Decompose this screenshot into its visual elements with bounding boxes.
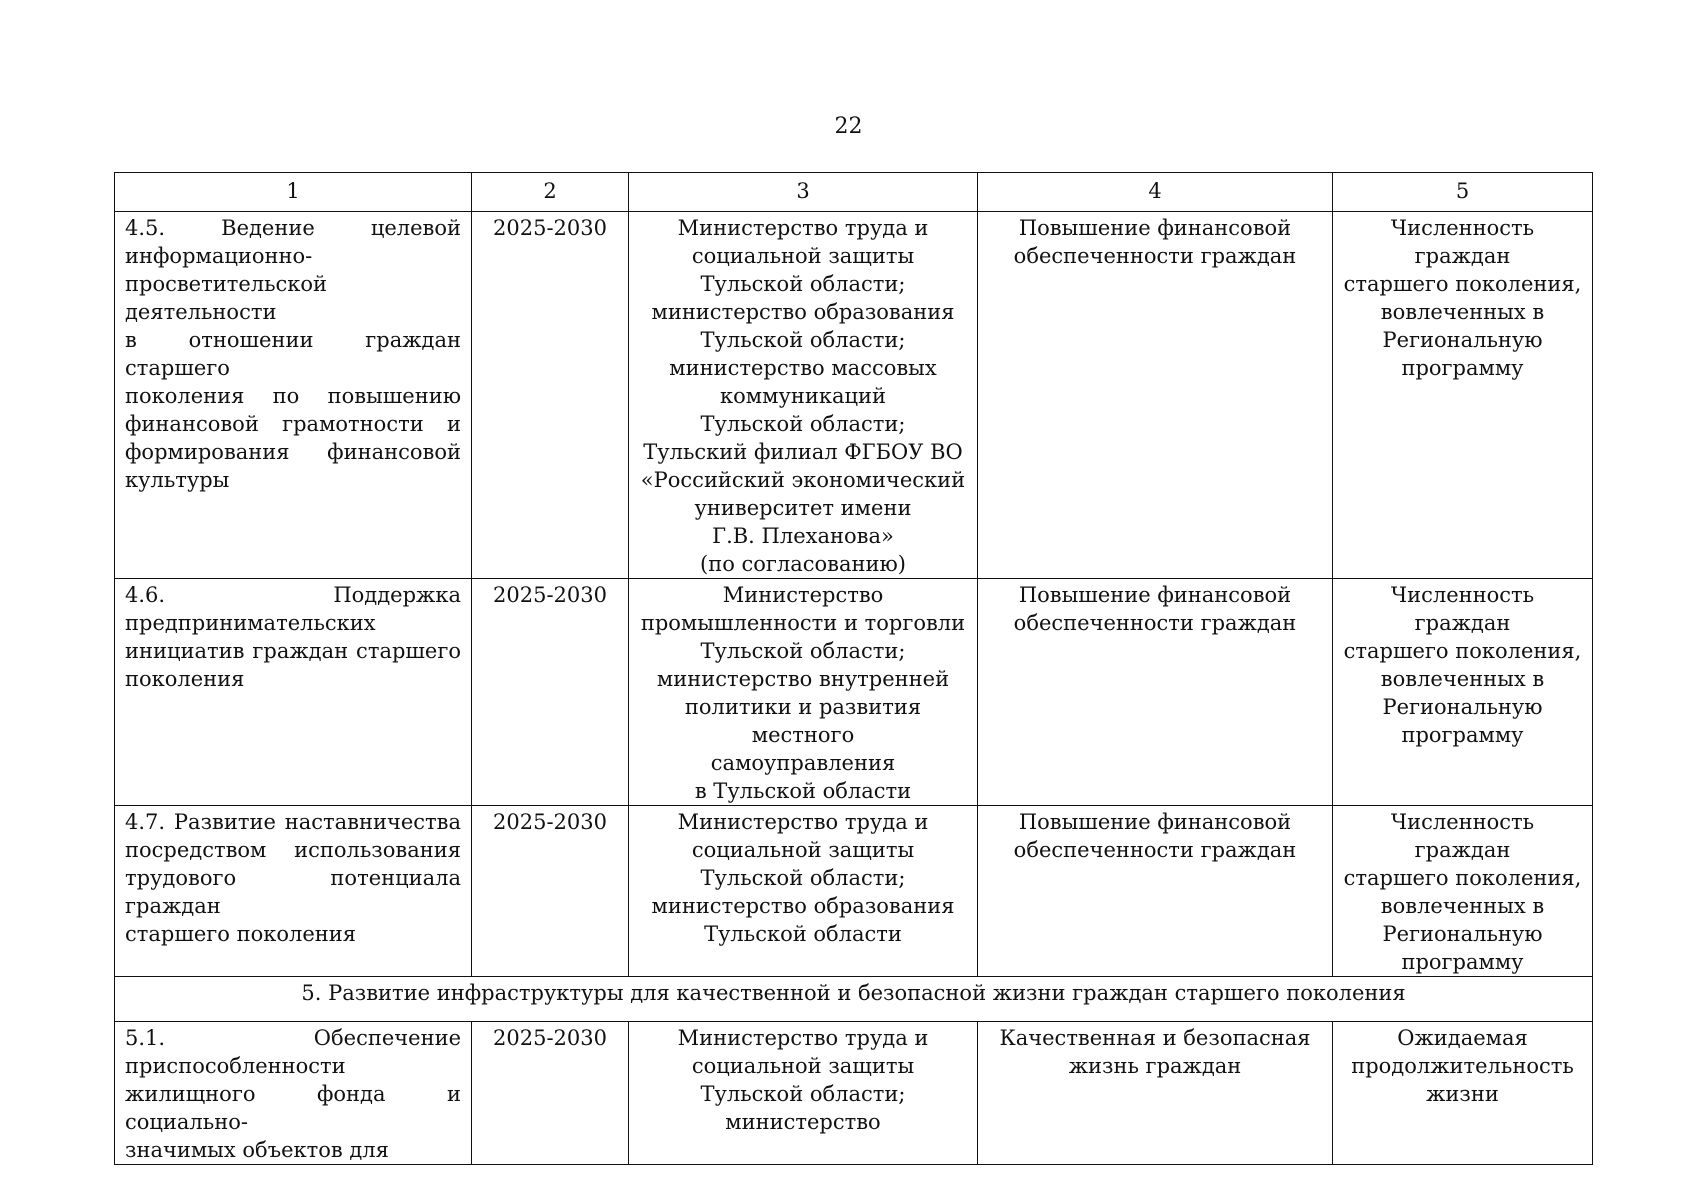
- measure-cell: [115, 1022, 472, 1165]
- executor-cell-line: министерство: [725, 1110, 881, 1134]
- measure-cell-line: информационно-: [125, 244, 313, 268]
- indicator-cell-line: программу: [1401, 950, 1524, 974]
- table-row: [115, 212, 1593, 579]
- table-row: [115, 579, 1593, 806]
- executor-cell-line: Тульской области;: [700, 866, 906, 890]
- result-cell-line: Повышение финансовой: [1018, 216, 1292, 240]
- indicator-cell-line: Региональную: [1382, 922, 1543, 946]
- indicator-cell-line: старшего поколения,: [1343, 639, 1582, 663]
- executor-cell-line: Тульской области;: [700, 1082, 906, 1106]
- measure-cell-line: финансовой грамотности и: [125, 412, 461, 436]
- executor-cell-line: Тульской области;: [700, 328, 906, 352]
- measure-cell-line: формирования финансовой: [125, 440, 461, 464]
- result-cell-line: жизнь граждан: [1068, 1054, 1242, 1078]
- executor-cell-line: министерство образования: [651, 894, 955, 918]
- indicator-cell-line: Численность граждан: [1390, 216, 1535, 268]
- measure-cell-line: значимых объектов для: [125, 1138, 389, 1162]
- indicator-cell-line: продолжительность: [1351, 1054, 1574, 1078]
- measure-cell-line: трудового потенциала граждан: [125, 866, 461, 918]
- executor-cell-line: министерство массовых: [669, 356, 937, 380]
- measures-table: [114, 172, 1593, 1165]
- indicator-cell-line: старшего поколения,: [1343, 866, 1582, 890]
- executor-cell: [629, 212, 978, 579]
- measure-cell-line: жилищного фонда и социально-: [125, 1082, 461, 1134]
- indicator-cell: [1333, 1022, 1593, 1165]
- section-title: 5. Развитие инфраструктуры для качественной и безопасной жизни граждан старшего поколения: [115, 977, 1593, 1022]
- indicator-cell-line: программу: [1401, 723, 1524, 747]
- executor-cell-line: самоуправления: [710, 751, 896, 775]
- result-cell-line: обеспеченности граждан: [1013, 244, 1297, 268]
- measure-cell-line: 5.1. Обеспечение: [125, 1026, 461, 1050]
- executor-cell-line: политики и развития местного: [684, 695, 922, 747]
- result-cell-line: обеспеченности граждан: [1013, 838, 1297, 862]
- indicator-cell-line: вовлеченных в: [1380, 894, 1545, 918]
- result-cell: [978, 1022, 1333, 1165]
- page-number: 22: [834, 114, 863, 139]
- executor-cell-line: Министерство труда и: [677, 216, 929, 240]
- measure-cell: [115, 806, 472, 977]
- indicator-cell-line: Численность граждан: [1390, 583, 1535, 635]
- executor-cell-line: «Российский экономический: [640, 468, 966, 492]
- column-number: 5: [1333, 173, 1593, 212]
- measure-cell-line: поколения по повышению: [125, 384, 461, 408]
- measure-cell: [115, 579, 472, 806]
- column-number: 2: [472, 173, 629, 212]
- indicator-cell-line: Региональную: [1382, 328, 1543, 352]
- result-cell: [978, 212, 1333, 579]
- executor-cell-line: министерство образования: [651, 300, 955, 324]
- measure-cell-line: 4.6. Поддержка: [125, 583, 461, 607]
- period-cell: 2025-2030: [472, 212, 629, 579]
- indicator-cell: [1333, 579, 1593, 806]
- measure-cell-line: культуры: [125, 468, 230, 492]
- executor-cell-line: (по согласованию): [700, 552, 906, 576]
- table-row: [115, 1022, 1593, 1165]
- indicator-cell-line: вовлеченных в: [1380, 667, 1545, 691]
- measure-cell-line: предпринимательских: [125, 611, 376, 635]
- executor-cell-line: Тульской области: [704, 922, 902, 946]
- indicator-cell-line: Региональную: [1382, 695, 1543, 719]
- executor-cell-line: Министерство труда и: [677, 1026, 929, 1050]
- column-number: 4: [978, 173, 1333, 212]
- executor-cell-line: социальной защиты: [691, 244, 915, 268]
- executor-cell-line: Г.В. Плеханова»: [712, 524, 894, 548]
- executor-cell-line: Тульской области;: [700, 412, 906, 436]
- executor-cell: [629, 579, 978, 806]
- result-cell: [978, 579, 1333, 806]
- measure-cell: [115, 212, 472, 579]
- indicator-cell-line: вовлеченных в: [1380, 300, 1545, 324]
- executor-cell-line: министерство внутренней: [656, 667, 950, 691]
- executor-cell-line: Тульской области;: [700, 272, 906, 296]
- column-number: 1: [115, 173, 472, 212]
- executor-cell: [629, 806, 978, 977]
- executor-cell-line: университет имени: [694, 496, 912, 520]
- measure-cell-line: старшего поколения: [125, 922, 357, 946]
- measure-cell-line: посредством использования: [125, 838, 461, 862]
- executor-cell-line: социальной защиты: [691, 838, 915, 862]
- period-cell: 2025-2030: [472, 806, 629, 977]
- executor-cell-line: социальной защиты: [691, 1054, 915, 1078]
- measure-cell-line: просветительской деятельности: [125, 272, 328, 324]
- measure-cell-line: 4.7. Развитие наставничества: [125, 810, 461, 834]
- column-number: 3: [629, 173, 978, 212]
- result-cell-line: Повышение финансовой: [1018, 583, 1292, 607]
- executor-cell-line: промышленности и торговли: [640, 611, 966, 635]
- measure-cell-line: 4.5. Ведение целевой: [125, 216, 461, 240]
- indicator-cell-line: Численность граждан: [1390, 810, 1535, 862]
- executor-cell-line: Тульский филиал ФГБОУ ВО: [643, 440, 963, 464]
- result-cell: [978, 806, 1333, 977]
- measure-cell-line: инициатив граждан старшего: [125, 639, 461, 663]
- measure-cell-line: в отношении граждан старшего: [125, 328, 461, 380]
- period-cell: 2025-2030: [472, 579, 629, 806]
- indicator-cell-line: программу: [1401, 356, 1524, 380]
- indicator-cell: [1333, 212, 1593, 579]
- executor-cell-line: коммуникаций: [720, 384, 886, 408]
- column-number-row: [115, 173, 1593, 212]
- section-row: [115, 977, 1593, 1022]
- indicator-cell-line: старшего поколения,: [1343, 272, 1582, 296]
- indicator-cell-line: Ожидаемая: [1397, 1026, 1528, 1050]
- result-cell-line: Повышение финансовой: [1018, 810, 1292, 834]
- period-cell: 2025-2030: [472, 1022, 629, 1165]
- result-cell-line: обеспеченности граждан: [1013, 611, 1297, 635]
- measure-cell-line: приспособленности: [125, 1054, 346, 1078]
- measure-cell-line: поколения: [125, 667, 245, 691]
- executor-cell-line: в Тульской области: [694, 779, 912, 803]
- table-row: [115, 806, 1593, 977]
- executor-cell: [629, 1022, 978, 1165]
- result-cell-line: Качественная и безопасная: [999, 1026, 1311, 1050]
- executor-cell-line: Тульской области;: [700, 639, 906, 663]
- executor-cell-line: Министерство труда и: [677, 810, 929, 834]
- indicator-cell: [1333, 806, 1593, 977]
- indicator-cell-line: жизни: [1426, 1082, 1499, 1106]
- executor-cell-line: Министерство: [722, 583, 884, 607]
